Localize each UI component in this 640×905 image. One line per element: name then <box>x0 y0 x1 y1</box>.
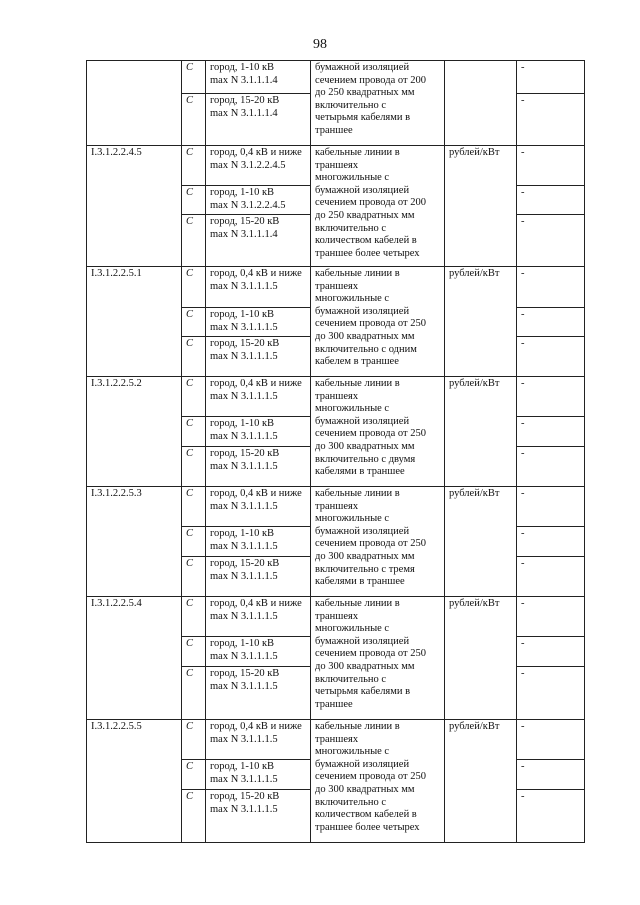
voltage-text: город, 1-10 кВ <box>210 187 275 198</box>
description-line: траншее <box>315 124 353 136</box>
description-cell <box>311 146 445 267</box>
description-line: бумажной изоляцией <box>315 415 410 427</box>
description-cell <box>311 61 445 146</box>
table-row-group-start <box>87 487 585 527</box>
voltage-text: город, 1-10 кВ <box>210 309 275 320</box>
description-line: количеством кабелей в <box>315 809 417 821</box>
category-cell: C <box>182 527 206 557</box>
description-line: бумажной изоляцией <box>315 62 410 73</box>
voltage-cell <box>206 527 311 557</box>
voltage-cell <box>206 557 311 597</box>
voltage-text: город, 15-20 кВ <box>210 558 280 569</box>
value-cell: - <box>517 597 585 637</box>
max-reference: max N 3.1.1.1.5 <box>210 540 278 552</box>
voltage-text: город, 15-20 кВ <box>210 216 280 227</box>
voltage-cell <box>206 597 311 637</box>
max-reference: max N 3.1.1.1.5 <box>210 390 278 402</box>
unit-cell: рублей/кВт <box>445 146 517 267</box>
category-cell: C <box>182 337 206 377</box>
description-line: сечением провода от 200 <box>315 74 426 86</box>
max-reference: max N 3.1.2.2.4.5 <box>210 159 286 171</box>
description-line: многожильные с <box>315 513 390 525</box>
description-line: сечением провода от 250 <box>315 538 426 550</box>
category-cell: C <box>182 94 206 146</box>
description-line: кабелями в траншее <box>315 466 405 478</box>
category-cell: C <box>182 447 206 487</box>
max-reference: max N 3.1.1.1.5 <box>210 610 278 622</box>
value-cell: - <box>517 94 585 146</box>
description-line: кабелем в траншее <box>315 356 399 368</box>
unit-cell <box>445 61 517 146</box>
description-line: включительно с <box>315 673 387 685</box>
description-line: траншеях <box>315 500 359 512</box>
voltage-cell <box>206 94 311 146</box>
max-reference: max N 3.1.1.1.5 <box>210 460 278 472</box>
voltage-cell <box>206 61 311 94</box>
value-cell: - <box>517 447 585 487</box>
voltage-text: город, 0,4 кВ и ниже <box>210 721 302 732</box>
unit-cell: рублей/кВт <box>445 267 517 377</box>
value-cell: - <box>517 487 585 527</box>
category-cell: C <box>182 667 206 720</box>
unit-cell: рублей/кВт <box>445 377 517 487</box>
description-line: включительно с <box>315 99 387 111</box>
description-line: бумажной изоляцией <box>315 184 410 196</box>
table-row-group-start <box>87 61 585 94</box>
voltage-cell <box>206 146 311 186</box>
max-reference: max N 3.1.1.1.5 <box>210 773 278 785</box>
tariff-table-body <box>87 61 585 843</box>
category-cell: C <box>182 557 206 597</box>
description-line: четырьмя кабелями в <box>315 112 411 124</box>
table-row-group-start <box>87 377 585 417</box>
description-line: кабельные линии в <box>315 147 400 158</box>
item-code-cell: I.3.1.2.2.5.2 <box>87 377 182 487</box>
voltage-text: город, 1-10 кВ <box>210 418 275 429</box>
value-cell: - <box>517 308 585 337</box>
description-line: кабельные линии в <box>315 378 400 389</box>
description-line: до 250 квадратных мм <box>315 87 415 99</box>
table-row-group-start <box>87 720 585 760</box>
description-cell <box>311 267 445 377</box>
category-cell: C <box>182 61 206 94</box>
voltage-cell <box>206 215 311 267</box>
description-line: включительно с <box>315 796 387 808</box>
description-line: кабельные линии в <box>315 268 400 279</box>
description-line: включительно с двумя <box>315 453 416 465</box>
description-line: до 300 квадратных мм <box>315 330 415 342</box>
voltage-text: город, 15-20 кВ <box>210 95 280 106</box>
voltage-text: город, 15-20 кВ <box>210 791 280 802</box>
description-line: многожильные с <box>315 293 390 305</box>
unit-cell: рублей/кВт <box>445 487 517 597</box>
description-line: бумажной изоляцией <box>315 305 410 317</box>
item-code-cell: I.3.1.2.2.5.3 <box>87 487 182 597</box>
description-line: до 300 квадратных мм <box>315 550 415 562</box>
description-cell <box>311 720 445 843</box>
description-line: многожильные с <box>315 403 390 415</box>
category-cell: C <box>182 186 206 215</box>
table-row-group-start <box>87 146 585 186</box>
category-cell: C <box>182 417 206 447</box>
description-line: кабелями в траншее <box>315 576 405 588</box>
description-line: траншее более четырех <box>315 247 420 259</box>
category-cell: C <box>182 637 206 667</box>
description-line: включительно с тремя <box>315 563 415 575</box>
voltage-text: город, 1-10 кВ <box>210 62 275 73</box>
voltage-text: город, 15-20 кВ <box>210 448 280 459</box>
category-cell: C <box>182 760 206 790</box>
page-number: 98 <box>313 37 327 52</box>
max-reference: max N 3.1.1.1.5 <box>210 350 278 362</box>
voltage-cell <box>206 720 311 760</box>
table-row-group-start <box>87 267 585 308</box>
description-line: включительно с <box>315 222 387 234</box>
category-cell: C <box>182 215 206 267</box>
value-cell: - <box>517 417 585 447</box>
value-cell: - <box>517 760 585 790</box>
category-cell: C <box>182 377 206 417</box>
description-cell <box>311 377 445 487</box>
description-line: до 300 квадратных мм <box>315 783 415 795</box>
description-line: до 300 квадратных мм <box>315 440 415 452</box>
max-reference: max N 3.1.1.1.5 <box>210 570 278 582</box>
description-line: траншеях <box>315 733 359 745</box>
max-reference: max N 3.1.1.1.5 <box>210 680 278 692</box>
description-line: бумажной изоляцией <box>315 758 410 770</box>
item-code-cell: I.3.1.2.2.4.5 <box>87 146 182 267</box>
max-reference: max N 3.1.1.1.4 <box>210 74 278 86</box>
voltage-text: город, 1-10 кВ <box>210 638 275 649</box>
category-cell: C <box>182 790 206 843</box>
description-line: кабельные линии в <box>315 488 400 499</box>
max-reference: max N 3.1.1.1.4 <box>210 107 278 119</box>
category-cell: C <box>182 720 206 760</box>
item-code-cell <box>87 61 182 146</box>
description-line: траншее более четырех <box>315 821 420 833</box>
max-reference: max N 3.1.1.1.5 <box>210 650 278 662</box>
item-code-cell: I.3.1.2.2.5.5 <box>87 720 182 843</box>
description-line: сечением провода от 250 <box>315 771 426 783</box>
description-line: многожильные с <box>315 172 390 184</box>
voltage-text: город, 0,4 кВ и ниже <box>210 598 302 609</box>
voltage-cell <box>206 790 311 843</box>
description-line: сечением провода от 200 <box>315 197 426 209</box>
description-line: бумажной изоляцией <box>315 635 410 647</box>
value-cell: - <box>517 637 585 667</box>
voltage-text: город, 0,4 кВ и ниже <box>210 147 302 158</box>
description-cell <box>311 487 445 597</box>
value-cell: - <box>517 215 585 267</box>
voltage-cell <box>206 447 311 487</box>
voltage-cell <box>206 760 311 790</box>
value-cell: - <box>517 267 585 308</box>
description-line: сечением провода от 250 <box>315 648 426 660</box>
description-line: до 300 квадратных мм <box>315 660 415 672</box>
voltage-cell <box>206 377 311 417</box>
max-reference: max N 3.1.1.1.5 <box>210 803 278 815</box>
category-cell: C <box>182 487 206 527</box>
description-line: сечением провода от 250 <box>315 318 426 330</box>
description-line: сечением провода от 250 <box>315 428 426 440</box>
description-line: траншеях <box>315 280 359 292</box>
description-line: траншеях <box>315 159 359 171</box>
max-reference: max N 3.1.1.1.5 <box>210 500 278 512</box>
voltage-text: город, 0,4 кВ и ниже <box>210 268 302 279</box>
tariff-table <box>86 60 585 843</box>
value-cell: - <box>517 61 585 94</box>
voltage-cell <box>206 667 311 720</box>
voltage-cell <box>206 637 311 667</box>
voltage-cell <box>206 186 311 215</box>
table-row-group-start <box>87 597 585 637</box>
unit-cell: рублей/кВт <box>445 597 517 720</box>
item-code-cell: I.3.1.2.2.5.1 <box>87 267 182 377</box>
voltage-cell <box>206 417 311 447</box>
description-line: кабельные линии в <box>315 598 400 609</box>
max-reference: max N 3.1.1.1.5 <box>210 321 278 333</box>
value-cell: - <box>517 557 585 597</box>
description-line: включительно с одним <box>315 343 417 355</box>
voltage-cell <box>206 487 311 527</box>
voltage-text: город, 1-10 кВ <box>210 761 275 772</box>
value-cell: - <box>517 186 585 215</box>
max-reference: max N 3.1.2.2.4.5 <box>210 199 286 211</box>
max-reference: max N 3.1.1.1.4 <box>210 228 278 240</box>
description-cell <box>311 597 445 720</box>
description-line: траншеях <box>315 610 359 622</box>
description-line: четырьмя кабелями в <box>315 686 411 698</box>
max-reference: max N 3.1.1.1.5 <box>210 430 278 442</box>
voltage-cell <box>206 267 311 308</box>
item-code-cell: I.3.1.2.2.5.4 <box>87 597 182 720</box>
voltage-text: город, 1-10 кВ <box>210 528 275 539</box>
voltage-text: город, 0,4 кВ и ниже <box>210 378 302 389</box>
description-line: многожильные с <box>315 623 390 635</box>
max-reference: max N 3.1.1.1.5 <box>210 280 278 292</box>
value-cell: - <box>517 337 585 377</box>
category-cell: C <box>182 267 206 308</box>
value-cell: - <box>517 667 585 720</box>
description-line: траншее <box>315 698 353 710</box>
max-reference: max N 3.1.1.1.5 <box>210 733 278 745</box>
category-cell: C <box>182 597 206 637</box>
description-line: траншеях <box>315 390 359 402</box>
voltage-text: город, 15-20 кВ <box>210 668 280 679</box>
voltage-cell <box>206 337 311 377</box>
category-cell: C <box>182 308 206 337</box>
description-line: количеством кабелей в <box>315 235 417 247</box>
voltage-text: город, 15-20 кВ <box>210 338 280 349</box>
category-cell: C <box>182 146 206 186</box>
value-cell: - <box>517 146 585 186</box>
description-line: бумажной изоляцией <box>315 525 410 537</box>
unit-cell: рублей/кВт <box>445 720 517 843</box>
voltage-cell <box>206 308 311 337</box>
description-line: до 250 квадратных мм <box>315 209 415 221</box>
value-cell: - <box>517 790 585 843</box>
value-cell: - <box>517 527 585 557</box>
voltage-text: город, 0,4 кВ и ниже <box>210 488 302 499</box>
description-line: кабельные линии в <box>315 721 400 732</box>
value-cell: - <box>517 720 585 760</box>
value-cell: - <box>517 377 585 417</box>
description-line: многожильные с <box>315 746 390 758</box>
